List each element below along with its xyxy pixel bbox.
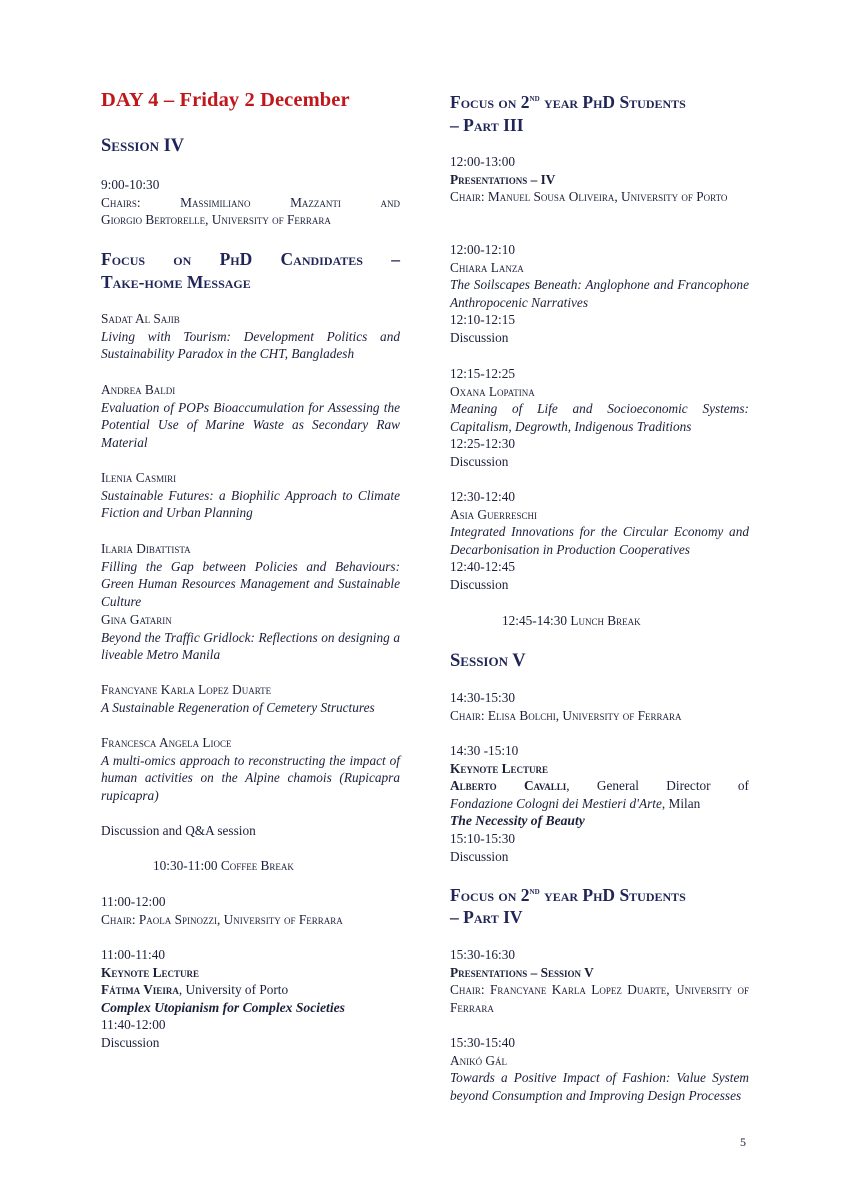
talk-title: A multi-omics approach to reconstructing the impact of human activities on the Alpine chamois (Rupicapra rupicapra) [101,752,400,803]
keynote-label: Keynote Lecture [450,760,549,776]
keynote-speaker: Fátima Vieira [101,982,179,998]
lunch-break [450,612,801,630]
talk-speaker: Oxana Lopatina [450,383,535,399]
session-v-info [450,689,749,724]
talk-item [450,488,749,594]
keynote-label: Keynote Lecture [101,964,200,980]
presentations-v-label: Presentations – Session V [450,964,594,980]
talk-disc-time: 12:25-12:30 [450,436,516,452]
focus-part4-heading-b: year PhD Students [539,885,686,905]
keynote-disc-time: 11:40-12:00 [101,1017,166,1033]
keynote-foundation: Fondazione Cologni dei Mestieri d'Arte [450,795,662,811]
talk-disc: Discussion [450,453,509,469]
presentations-v-chair: Chair: Francyane Karla Lopez Duarte, University of Ferrara [450,982,749,1015]
keynote-disc: Discussion [101,1034,160,1050]
session-v-heading: Session V [450,651,526,671]
focus-part3-heading-1 [450,91,749,114]
presentations-iv-label: Presentations – IV [450,171,556,187]
talk-title: Meaning of Life and Socioeconomic Systems: Capitalism, Degrowth, Indigenous Traditions [450,401,749,434]
talk-item [101,734,400,804]
talk-time: 15:30-15:40 [450,1035,516,1050]
focus-part4-heading-sup: nd [529,886,540,897]
talk-item [101,469,400,522]
focus-part3-heading-sup: nd [529,93,540,104]
talk-speaker: Ilenia Casmiri [101,470,177,485]
session-v-chair: Chair: Elisa Bolchi, University of Ferrara [450,707,682,723]
talk-disc: Discussion [450,329,509,345]
talk-item [101,540,400,610]
keynote-disc-time: 15:10-15:30 [450,830,516,846]
day-title: DAY 4 – Friday 2 December [101,89,350,111]
keynote-time: 11:00-11:40 [101,947,166,962]
chair-block-chair: Chair: Paola Spinozzi, University of Ferrara [101,911,343,927]
coffee-break-label: 10:30-11:00 Coffee Break [153,858,294,873]
talk-time: 12:00-12:10 [450,242,516,257]
talk-item [450,365,749,471]
talk-speaker: Francyane Karla Lopez Duarte [101,682,272,697]
talk-disc-time: 12:40-12:45 [450,559,516,575]
talk-title: Living with Tourism: Development Politics and Sustainability Paradox in the CHT, Bangladesh [101,328,400,362]
talk-title: Towards a Positive Impact of Fashion: Value System beyond Consumption and Improving Design Processes [450,1070,749,1103]
talk-item [450,241,749,347]
keynote-block [450,742,749,865]
session-iv-heading: Session IV [101,136,185,156]
focus-candidates-heading-2: Take-home Message [101,272,251,292]
focus-part3-heading-a: Focus on 2 [450,92,530,112]
talk-item [101,310,400,363]
focus-part4-heading-2: – Part IV [450,907,523,927]
talk-item [101,381,400,451]
talk-title: The Soilscapes Beneath: Anglophone and Francophone Anthropocenic Narratives [450,277,749,310]
presentations-v-time: 15:30-16:30 [450,947,516,962]
discussion-qa: Discussion and Q&A session [101,823,256,838]
keynote-affiliation-2 [450,795,749,813]
talk-speaker: Anikó Gál [450,1052,508,1068]
talk-title: A Sustainable Regeneration of Cemetery Structures [101,699,375,715]
talk-speaker: Gina Gatarin [101,612,172,627]
talk-title: Beyond the Traffic Gridlock: Reflections on designing a liveable Metro Manila [101,629,400,663]
presentations-v [450,946,749,1016]
keynote-block [101,946,400,1052]
focus-part3-heading-2: – Part III [450,115,524,135]
session-iv-info [101,176,400,229]
session-iv-chairs-1: Chairs: Massimiliano Mazzanti and [101,194,400,210]
talk-speaker: Chiara Lanza [450,259,524,275]
presentations-iv-chair: Chair: Manuel Sousa Oliveira, University of Porto [450,189,728,205]
keynote-speaker-line [450,777,749,795]
focus-part3-heading-b: year PhD Students [539,92,686,112]
talk-speaker: Asia Guerreschi [450,506,538,522]
talk-item [101,611,400,664]
presentations-iv-time: 12:00-13:00 [450,154,516,169]
page-number: 5 [740,1135,746,1149]
talk-title: Sustainable Futures: a Biophilic Approach to Climate Fiction and Urban Planning [101,487,400,521]
keynote-affiliation: , General Director of [566,778,749,794]
keynote-affiliation: , University of Porto [178,982,289,998]
keynote-time: 14:30 -15:10 [450,743,519,758]
talk-item [101,681,400,716]
chair-block-time: 11:00-12:00 [101,894,166,909]
keynote-speaker-line [101,981,400,999]
focus-part4-heading-a: Focus on 2 [450,885,530,905]
talk-speaker: Andrea Baldi [101,382,176,397]
coffee-break [101,857,452,875]
talk-speaker: Francesca Angela Lioce [101,735,232,750]
lunch-break-label: 12:45-14:30 Lunch Break [502,613,641,628]
talk-title: Filling the Gap between Policies and Behaviours: Green Human Resources Management and Sustainable Culture [101,558,400,609]
talk-item [450,1034,749,1104]
talk-time: 12:15-12:25 [450,366,516,381]
presentations-iv [450,153,749,206]
talk-disc-time: 12:10-12:15 [450,312,516,328]
focus-part4-heading-1 [450,884,749,907]
talk-disc: Discussion [450,576,509,592]
session-iv-chairs-2: Giorgio Bertorelle, University of Ferrara [101,212,331,228]
keynote-title: Complex Utopianism for Complex Societies [101,999,345,1015]
talk-title: Evaluation of POPs Bioaccumulation for Assessing the Potential Use of Marine Waste as Secondary Raw Material [101,399,400,450]
keynote-speaker: Alberto Cavalli [450,778,567,794]
keynote-city: , Milan [661,795,701,811]
keynote-disc: Discussion [450,848,509,864]
keynote-title: The Necessity of Beauty [450,813,585,829]
focus-candidates-heading-1: Focus on PhD Candidates – [101,249,400,269]
talk-time: 12:30-12:40 [450,489,516,504]
chair-block [101,893,400,928]
session-iv-time: 9:00-10:30 [101,177,160,192]
talk-speaker: Ilaria Dibattista [101,541,191,556]
talk-speaker: Sadat Al Sajib [101,311,180,326]
session-v-time: 14:30-15:30 [450,690,516,705]
talk-title: Integrated Innovations for the Circular Economy and Decarbonisation in Production Cooperatives [450,524,749,557]
